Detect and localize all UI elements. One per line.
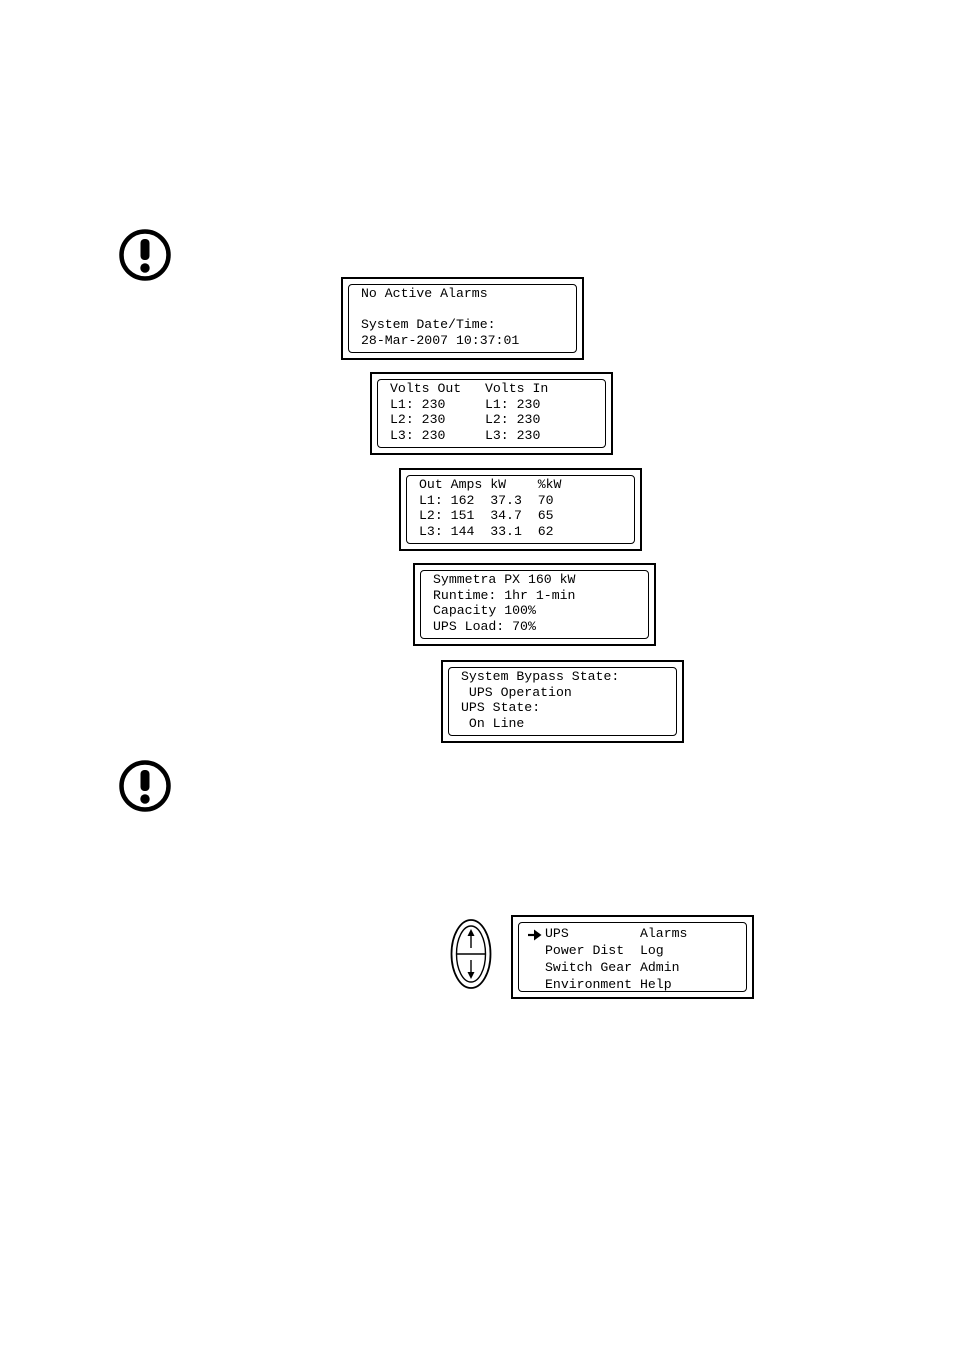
lcd-text: Volts Out Volts In L1: 230 L1: 230 L2: 230 L2: 230 L3: 230 L3: 230 [390, 381, 549, 443]
lcd-main-menu-screen [511, 915, 754, 999]
lcd-output-amps-screen [399, 468, 642, 551]
lcd-text: System Bypass State: UPS Operation UPS State: On Line [461, 669, 620, 731]
lcd-text: No Active Alarms System Date/Time: 28-Mar-2007 10:37:01 [361, 286, 520, 348]
right-arrow-icon [528, 929, 542, 941]
lcd-text: Symmetra PX 160 kW Runtime: 1hr 1-min Capacity 100% UPS Load: 70% [433, 572, 576, 634]
lcd-text: Out Amps kW %kW L1: 162 37.3 70 L2: 151 34.7 65 L3: 144 33.1 62 [419, 477, 562, 539]
up-down-button-icon [449, 918, 493, 990]
lcd-system-info-screen [413, 563, 656, 646]
lcd-alarm-status-screen [341, 277, 584, 360]
lcd-menu-text: UPS Alarms Power Dist Log Switch Gear Admin Environment Help [545, 926, 688, 992]
exclamation-circle-icon [118, 228, 172, 282]
lcd-bypass-state-screen [441, 660, 684, 743]
exclamation-circle-icon [118, 759, 172, 813]
lcd-volts-screen [370, 372, 613, 455]
